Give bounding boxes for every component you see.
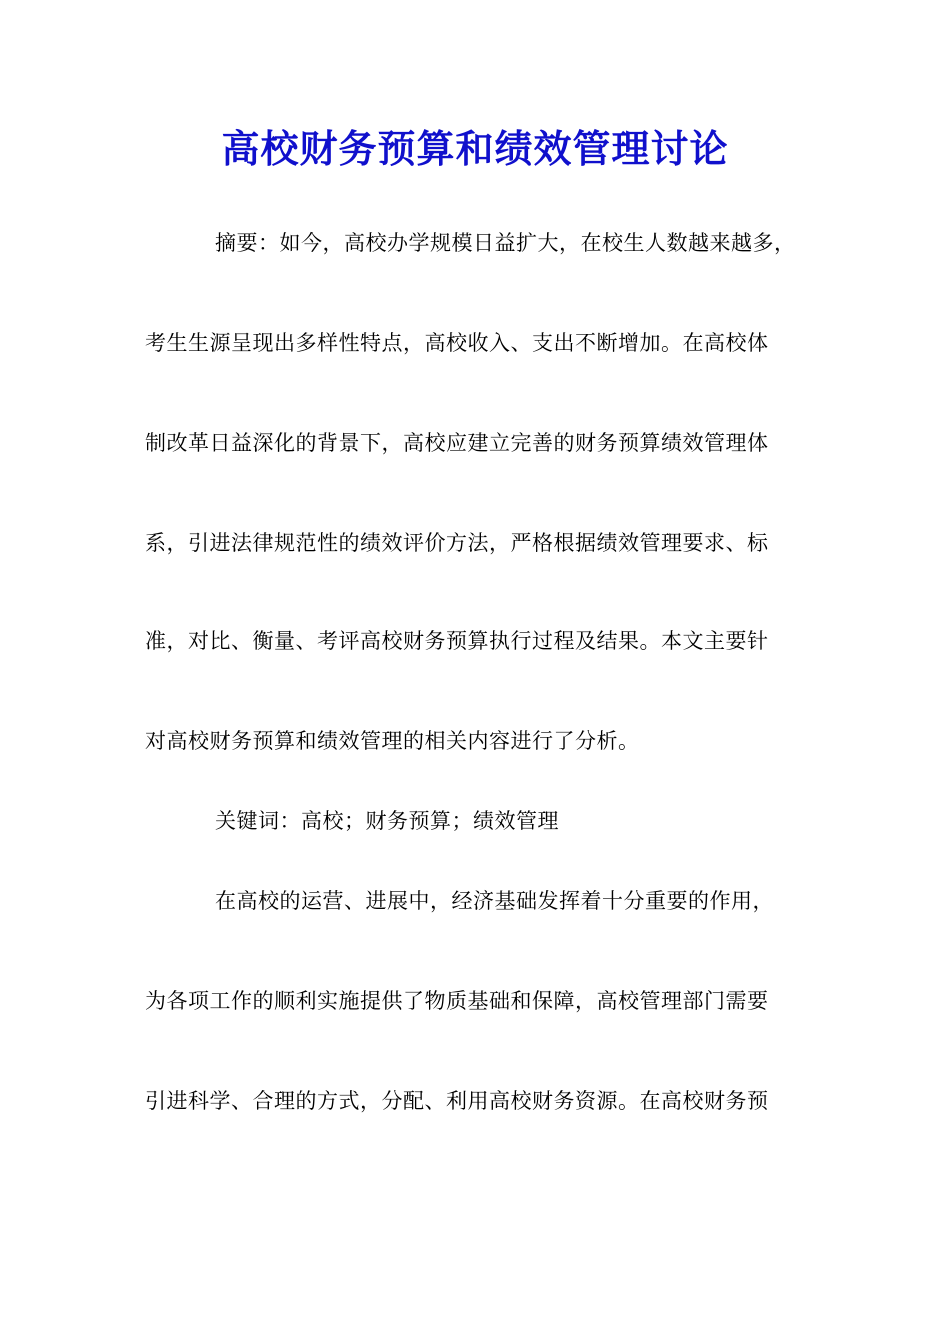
abstract-line-2: 考生生源呈现出多样性特点，高校收入、支出不断增加。在高校体 <box>145 331 769 355</box>
abstract-line-5: 准，对比、衡量、考评高校财务预算执行过程及结果。本文主要针 <box>145 629 769 653</box>
body-line-1: 在高校的运营、进展中，经济基础发挥着十分重要的作用， <box>215 889 774 913</box>
keywords-line: 关键词：高校；财务预算；绩效管理 <box>215 809 559 833</box>
abstract-line-1: 摘要：如今，高校办学规模日益扩大，在校生人数越来越多， <box>215 231 796 255</box>
abstract-line-4: 系，引进法律规范性的绩效评价方法，严格根据绩效管理要求、标 <box>145 531 769 555</box>
document-title: 高校财务预算和绩效管理讨论 <box>221 126 729 171</box>
abstract-line-3: 制改革日益深化的背景下，高校应建立完善的财务预算绩效管理体 <box>145 431 769 455</box>
abstract-line-6: 对高校财务预算和绩效管理的相关内容进行了分析。 <box>145 729 640 753</box>
body-line-3: 引进科学、合理的方式，分配、利用高校财务资源。在高校财务预 <box>145 1089 769 1113</box>
body-line-2: 为各项工作的顺利实施提供了物质基础和保障，高校管理部门需要 <box>145 989 769 1013</box>
